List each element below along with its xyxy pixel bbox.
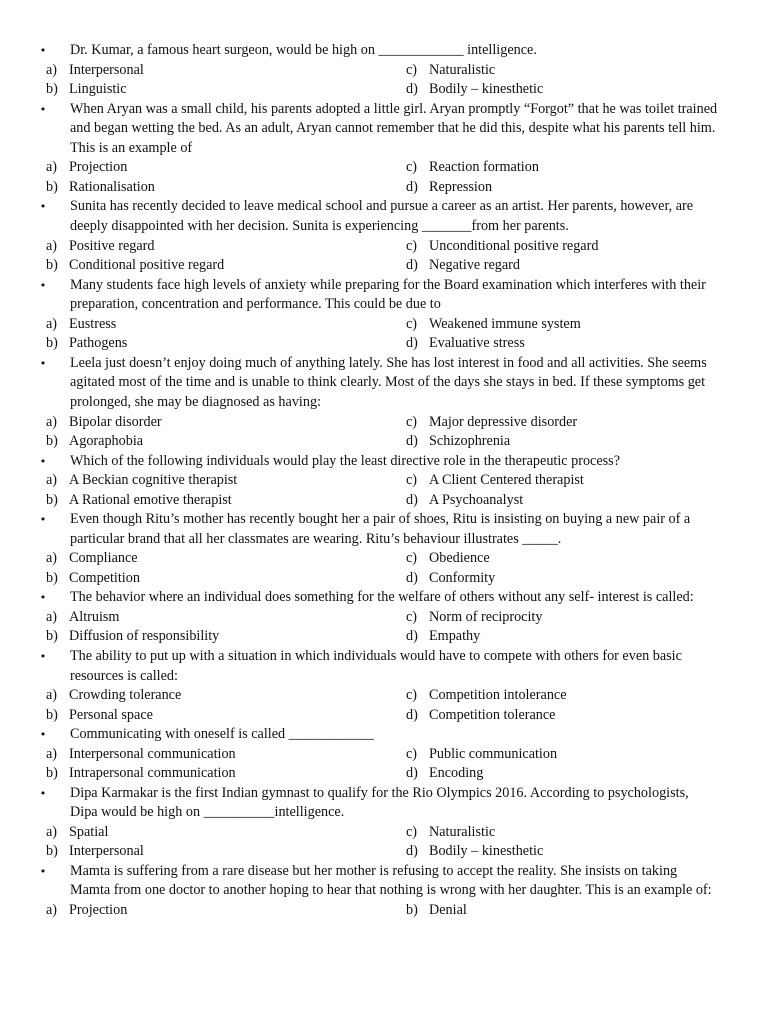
option-key: a) <box>46 472 58 489</box>
option-text: Naturalistic <box>429 61 496 78</box>
option-key: b) <box>46 843 58 860</box>
option-key: c) <box>406 237 418 254</box>
option-key: d) <box>406 433 418 450</box>
option-key: a) <box>46 687 58 704</box>
question-text <box>0 276 768 315</box>
option-text: Bodily – kinesthetic <box>429 843 544 860</box>
bullet-icon <box>36 452 50 472</box>
option-key: d) <box>406 491 418 508</box>
options-grid <box>0 413 768 452</box>
question-label: Communicating with oneself is called ____________ <box>70 726 374 743</box>
option-text: Public communication <box>429 745 558 762</box>
question-text <box>0 100 768 159</box>
option-text: Projection <box>69 159 128 176</box>
question-text <box>0 588 768 608</box>
bullet-icon <box>36 725 50 745</box>
options-grid <box>0 549 768 588</box>
question-label: Leela just doesn’t enjoy doing much of anything lately. She has lost interest in food and all activities. She seems agitated most of the time and is unable to think clearly. Most of the days she stays in bed. If these symptoms get prolonged, she may be diagnosed as having: <box>70 354 707 410</box>
option-text: Norm of reciprocity <box>429 608 543 625</box>
option-text: Naturalistic <box>429 823 496 840</box>
option-key: c) <box>406 61 418 78</box>
option-key: d) <box>406 569 418 586</box>
option-key: d) <box>406 81 418 98</box>
question-text <box>0 510 768 549</box>
option-text: A Rational emotive therapist <box>69 491 232 508</box>
question-label: Dr. Kumar, a famous heart surgeon, would be high on ____________ intelligence. <box>70 42 537 58</box>
options-grid <box>0 61 768 100</box>
option-key: c) <box>406 413 418 430</box>
option-text: Competition tolerance <box>429 706 556 723</box>
option-key: d) <box>406 178 418 195</box>
option-text: Obedience <box>429 550 490 567</box>
option-key: c) <box>406 687 418 704</box>
bullet-icon <box>36 41 50 61</box>
option-text: Weakened immune system <box>429 315 581 332</box>
option-text: Intrapersonal communication <box>69 765 236 782</box>
option-text: Interpersonal <box>69 843 144 860</box>
options-grid <box>0 901 768 923</box>
option-text: Interpersonal <box>69 61 144 78</box>
option-key: b) <box>46 81 58 98</box>
question-label: Even though Ritu’s mother has recently bought her a pair of shoes, Ritu is insisting on buying a new pair of a particular brand that all her classmates are wearing. Ritu’s behaviour illustrates _____. <box>70 511 691 547</box>
question-text <box>0 41 768 61</box>
options-grid <box>0 315 768 354</box>
option-text: Eustress <box>69 315 117 332</box>
question-sheet <box>0 41 768 923</box>
option-text: Competition <box>69 569 140 586</box>
option-text: Schizophrenia <box>429 433 511 450</box>
bullet-icon <box>36 510 50 530</box>
option-key: c) <box>406 159 418 176</box>
options-grid <box>0 745 768 784</box>
option-key: a) <box>46 237 58 254</box>
question-label: The behavior where an individual does something for the welfare of others without any self- interest is called: <box>70 589 694 606</box>
option-key: d) <box>406 706 418 723</box>
option-text: Reaction formation <box>429 159 539 176</box>
question-text <box>0 862 768 901</box>
option-text: A Beckian cognitive therapist <box>69 472 238 489</box>
option-text: Denial <box>429 902 467 919</box>
question-text <box>0 784 768 823</box>
option-text: Linguistic <box>69 81 127 98</box>
option-text: Evaluative stress <box>429 335 525 352</box>
option-text: Altruism <box>69 608 120 625</box>
option-key: a) <box>46 902 58 919</box>
option-key: b) <box>46 491 58 508</box>
option-key: c) <box>406 472 418 489</box>
bullet-icon <box>36 100 50 120</box>
option-text: Projection <box>69 902 128 919</box>
option-key: c) <box>406 608 418 625</box>
question-text <box>0 197 768 236</box>
option-key: c) <box>406 745 418 762</box>
question-text <box>0 452 768 472</box>
option-key: b) <box>46 433 58 450</box>
option-text: Bipolar disorder <box>69 413 162 430</box>
question-label: The ability to put up with a situation in which individuals would have to compete with others for even basic resources is called: <box>70 647 682 684</box>
options-grid <box>0 471 768 510</box>
option-key: a) <box>46 823 58 840</box>
options-grid <box>0 823 768 862</box>
option-key: b) <box>46 335 58 352</box>
option-text: Encoding <box>429 765 484 782</box>
option-key: c) <box>406 315 418 332</box>
option-text: Rationalisation <box>69 178 155 195</box>
option-key: b) <box>46 257 58 274</box>
option-text: Competition intolerance <box>429 687 567 704</box>
option-text: A Psychoanalyst <box>429 491 524 508</box>
option-text: Conformity <box>429 569 496 586</box>
option-key: a) <box>46 61 58 78</box>
question-text <box>0 725 768 745</box>
option-text: Compliance <box>69 550 138 567</box>
question-label: Dipa Karmakar is the first Indian gymnast to qualify for the Rio Olympics 2016. According to psychologists, Dipa would be high on __________intelligence. <box>70 784 689 821</box>
options-grid <box>0 608 768 647</box>
option-text: Conditional positive regard <box>69 257 225 274</box>
option-key: b) <box>406 902 418 919</box>
option-text: A Client Centered therapist <box>429 472 584 489</box>
option-text: Unconditional positive regard <box>429 237 599 254</box>
option-key: a) <box>46 159 58 176</box>
question-label: When Aryan was a small child, his parents adopted a little girl. Aryan promptly “Forgot” that he was toilet trained and began wetting the bed. As an adult, Aryan cannot remember that he did this, despite what his parents tell him. This is an example of <box>70 100 718 156</box>
option-key: b) <box>46 628 58 645</box>
bullet-icon <box>36 862 50 882</box>
option-key: c) <box>406 823 418 840</box>
option-key: b) <box>46 765 58 782</box>
option-text: Agoraphobia <box>69 433 144 450</box>
option-text: Bodily – kinesthetic <box>429 81 544 98</box>
options-grid <box>0 158 768 197</box>
option-text: Pathogens <box>69 335 128 352</box>
option-key: a) <box>46 413 58 430</box>
option-key: b) <box>46 569 58 586</box>
option-key: a) <box>46 608 58 625</box>
option-key: a) <box>46 315 58 332</box>
option-text: Negative regard <box>429 257 520 274</box>
question-label: Sunita has recently decided to leave medical school and pursue a career as an artist. Her parents, however, are deeply disappointed with her decision. Sunita is experiencing _______from her parents. <box>70 198 694 234</box>
option-key: d) <box>406 628 418 645</box>
option-text: Diffusion of responsibility <box>69 628 220 645</box>
question-text <box>0 647 768 686</box>
bullet-icon <box>36 784 50 804</box>
option-key: b) <box>46 178 58 195</box>
question-label: Which of the following individuals would play the least directive role in the therapeutic process? <box>70 452 620 469</box>
option-text: Crowding tolerance <box>69 687 182 704</box>
options-grid <box>0 686 768 725</box>
options-grid <box>0 237 768 276</box>
question-label: Mamta is suffering from a rare disease but her mother is refusing to accept the reality. She insists on taking Mamta from one doctor to another hoping to hear that nothing is wrong with her daughter. This is an example of: <box>70 862 712 899</box>
bullet-icon <box>36 647 50 667</box>
option-key: d) <box>406 257 418 274</box>
option-key: d) <box>406 765 418 782</box>
option-key: d) <box>406 335 418 352</box>
option-text: Interpersonal communication <box>69 745 236 762</box>
option-key: c) <box>406 550 418 567</box>
bullet-icon <box>36 197 50 217</box>
bullet-icon <box>36 354 50 374</box>
option-text: Spatial <box>69 823 109 840</box>
option-text: Major depressive disorder <box>429 413 578 430</box>
option-key: b) <box>46 706 58 723</box>
option-text: Repression <box>429 178 493 195</box>
option-key: d) <box>406 843 418 860</box>
question-label: Many students face high levels of anxiety while preparing for the Board examination which interferes with their preparation, concentration and performance. This could be due to <box>70 276 706 313</box>
question-text <box>0 354 768 413</box>
bullet-icon <box>36 588 50 608</box>
option-text: Positive regard <box>69 237 155 254</box>
option-text: Empathy <box>429 628 481 645</box>
option-key: a) <box>46 550 58 567</box>
option-text: Personal space <box>69 706 153 723</box>
option-key: a) <box>46 745 58 762</box>
bullet-icon <box>36 276 50 296</box>
